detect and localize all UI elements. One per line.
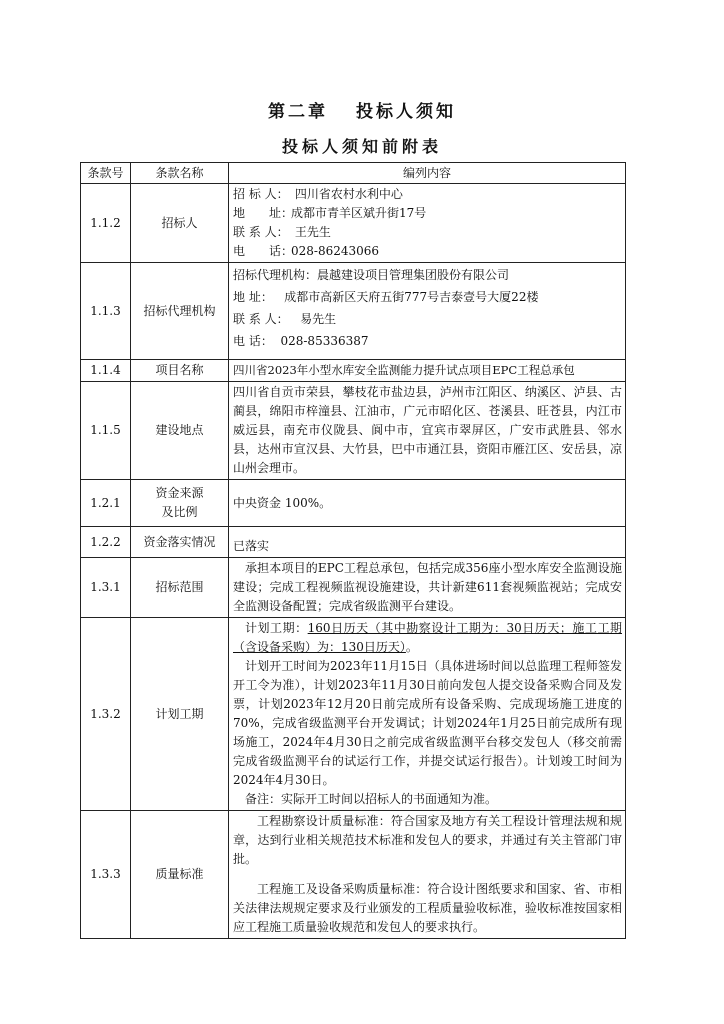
clause-name: 项目名称 bbox=[131, 360, 229, 382]
clause-name-line: 及比例 bbox=[161, 505, 198, 519]
project-name: 四川省2023年小型水库安全监测能力提升试点项目EPC工程总承包 bbox=[229, 360, 626, 382]
chapter-heading bbox=[0, 97, 724, 122]
table-row bbox=[81, 263, 626, 360]
clause-name: 资金落实情况 bbox=[131, 527, 229, 558]
table-row bbox=[81, 558, 626, 618]
clause-content bbox=[229, 263, 626, 360]
instructions-front-table bbox=[80, 162, 626, 939]
schedule-note: 备注：实际开工时间以招标人的书面通知为准。 bbox=[245, 792, 498, 806]
table-row bbox=[81, 527, 626, 558]
quality-standard bbox=[229, 811, 626, 939]
clause-name: 计划工期 bbox=[131, 618, 229, 811]
agency-phone: 028-85336387 bbox=[280, 334, 369, 348]
tenderer-contact: 王先生 bbox=[294, 225, 331, 239]
table-row bbox=[81, 480, 626, 527]
clause-number: 1.2.1 bbox=[81, 480, 131, 527]
agency-address: 成都市高新区天府五街777号吉泰壹号大厦22楼 bbox=[284, 290, 539, 304]
header-content: 编列内容 bbox=[229, 163, 626, 184]
tenderer-address: 成都市青羊区斌升街17号 bbox=[291, 206, 427, 220]
clause-number: 1.1.5 bbox=[81, 382, 131, 480]
tenderer-phone: 028-86243066 bbox=[291, 244, 380, 258]
clause-number: 1.3.3 bbox=[81, 811, 131, 939]
tender-scope: 承担本项目的EPC工程总承包，包括完成356座小型水库安全监测设施建设；完成工程视频监视设施建设，共计新建611套视频监视站；完成安全监测设备配置；完成省级监测平台建设。 bbox=[229, 558, 626, 618]
table-header-row bbox=[81, 163, 626, 184]
tenderer-name: 四川省农村水利中心 bbox=[294, 187, 403, 201]
planned-start-paragraph: 计划开工时间为2023年11月15日（具体进场时间以总监理工程师签发开工令为准），计划2023年11月30日前向发包人提交设备采购合同及发票，计划2023年12月20日前完成所有设备采购、完成现场施工进度的70%，完成省级监测平台开发调试；计划2024年1月25日前完成所有现场施工，2024年4月30日之前完成省级监测平台移交发包人（移交前需完成省级监测平台的试运行工作，并提交试运行报告）。计划竣工时间为2024年4月30日。 bbox=[233, 659, 622, 787]
field-label: 地 址： bbox=[233, 206, 294, 220]
clause-number: 1.3.2 bbox=[81, 618, 131, 811]
field-label: 电 话： bbox=[233, 334, 273, 348]
clause-name bbox=[131, 480, 229, 527]
table-row bbox=[81, 811, 626, 939]
field-label: 招 标 人： bbox=[233, 187, 289, 201]
clause-content bbox=[229, 184, 626, 263]
table-row bbox=[81, 360, 626, 382]
funding-source: 中央资金 100%。 bbox=[229, 480, 626, 527]
clause-number: 1.1.2 bbox=[81, 184, 131, 263]
table-row bbox=[81, 184, 626, 263]
field-label: 联 系 人： bbox=[233, 225, 289, 239]
construction-quality-standard: 工程施工及设备采购质量标准：符合设计图纸要求和国家、省、市相关法律法规规定要求及行业颁发的工程质量验收标准，验收标准按国家相应工程施工质量验收规范和发包人的要求执行。 bbox=[233, 882, 622, 934]
clause-name-line: 资金来源 bbox=[155, 486, 204, 500]
table-title: 投标人须知前附表 bbox=[281, 137, 442, 156]
clause-number: 1.2.2 bbox=[81, 527, 131, 558]
header-clause-name: 条款名称 bbox=[131, 163, 229, 184]
chapter-name: 投标人须知 bbox=[356, 102, 456, 122]
clause-number: 1.1.3 bbox=[81, 263, 131, 360]
header-clause-number: 条款号 bbox=[81, 163, 131, 184]
clause-name: 建设地点 bbox=[131, 382, 229, 480]
clause-name: 招标人 bbox=[131, 184, 229, 263]
table-row bbox=[81, 382, 626, 480]
field-label: 地 址： bbox=[233, 290, 273, 304]
clause-name: 招标范围 bbox=[131, 558, 229, 618]
planned-duration: 计划工期：160日历天（其中勘察设计工期为：30日历天；施工工期（含设备采购）为：130日历天）。 bbox=[233, 621, 622, 654]
field-label: 联 系 人： bbox=[233, 312, 289, 326]
design-quality-standard: 工程勘察设计质量标准：符合国家及地方有关工程设计管理法规和规章，达到行业相关规范技术标准和发包人的要求，并通过有关主管部门审批。 bbox=[233, 814, 622, 866]
chapter-number: 第二章 bbox=[268, 102, 328, 122]
field-label: 电 话： bbox=[233, 244, 294, 258]
agency-contact: 易先生 bbox=[300, 312, 337, 326]
funding-status: 已落实 bbox=[229, 527, 626, 558]
construction-locations: 四川省自贡市荣县，攀枝花市盐边县，泸州市江阳区、纳溪区、泸县、古蔺县，绵阳市梓潼县、江油市，广元市昭化区、苍溪县、旺苍县，内江市威远县，南充市仪陇县、阆中市，宜宾市翠屏区，广安市武胜县、邻水县，达州市宣汉县、大竹县，巴中市通江县，资阳市雁江区、安岳县，凉山州会理市。 bbox=[229, 382, 626, 480]
clause-name: 招标代理机构 bbox=[131, 263, 229, 360]
clause-number: 1.1.4 bbox=[81, 360, 131, 382]
agency-name: 招标代理机构：晨越建设项目管理集团股份有限公司 bbox=[233, 268, 510, 282]
clause-number: 1.3.1 bbox=[81, 558, 131, 618]
schedule-content bbox=[229, 618, 626, 811]
table-row bbox=[81, 618, 626, 811]
clause-name: 质量标准 bbox=[131, 811, 229, 939]
